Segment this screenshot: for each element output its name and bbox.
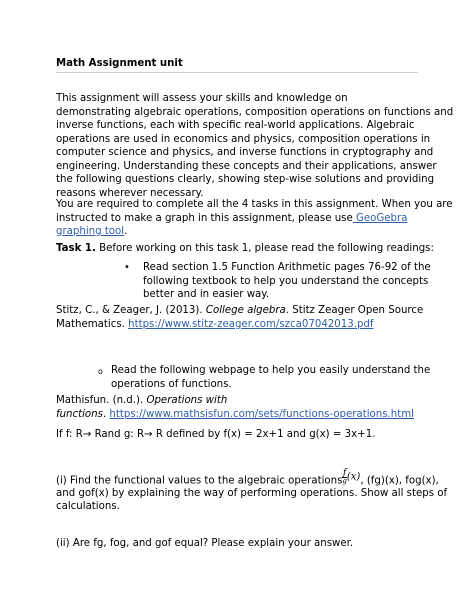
q1-text: (i) Find the functional values to the algebraic operations [56, 475, 343, 487]
tasks-line-3-period: . [124, 226, 128, 237]
tasks-line-2 [56, 212, 407, 226]
ref2-sep: . [102, 408, 110, 420]
geogebra-link[interactable]: GeoGebra [352, 212, 408, 224]
question-2: (ii) Are fg, fog, and gof equal? Please explain your answer. [56, 538, 354, 549]
formula-denominator: g [342, 477, 347, 485]
reading1-line-1: Read section 1.5 Function Arithmetic pages 76-92 of the [143, 262, 431, 273]
function-definition: If f: R→ Rand g: R→ R defined by f(x) = 2x+1 and g(x) = 3x+1. [56, 429, 376, 440]
mathsisfun-link[interactable]: https://www.mathsisfun.com/sets/functions-operations.html [109, 408, 414, 420]
ref1-authors: Stitz, C., & Zeager, J. (2013). [56, 305, 206, 316]
ref1-line-2 [56, 318, 374, 332]
ref2-line-2 [56, 408, 414, 422]
formula-arg: (x) [346, 471, 361, 483]
tasks-line-3 [56, 225, 127, 239]
f-over-g-formula [342, 469, 360, 485]
page-title: Math Assignment unit [56, 58, 183, 69]
intro-line-2: demonstrating algebraic operations, composition operations on functions and [56, 106, 454, 118]
intro-line-5: computer science and physics, and inverse functions in cryptography and [56, 147, 434, 158]
ref1-line-1 [56, 304, 423, 318]
ref2-line-1 [56, 394, 227, 408]
graphing-tool-link[interactable]: graphing tool [56, 226, 125, 237]
ref1-publisher-2: Mathematics. [56, 318, 129, 330]
task1-heading [56, 242, 434, 256]
reading2-line-2: operations of functions. [111, 378, 232, 390]
reading1-bullet: • [124, 262, 130, 273]
task1-text: Before working on this task 1, please read the following readings: [95, 243, 434, 254]
question-1-line-2: and gof(x) by explaining the way of performing operations. Show all steps of [56, 487, 448, 499]
task1-label: Task 1. [56, 243, 96, 254]
title-divider [56, 72, 418, 73]
stitz-zeager-link[interactable]: https://www.stitz-zeager.com/szca07042013.pdf [128, 318, 374, 330]
ref2-title-a: Operations with [146, 395, 228, 406]
intro-line-3: inverse functions, each with specific real-world applications. Algebraic [56, 120, 415, 131]
reading1-line-2: following textbook to help you understand the concepts [143, 275, 429, 287]
intro-line-4: operations are used in economics and physics, composition operations in [56, 133, 431, 145]
q1-text-post: , (fg)(x), fog(x), [360, 475, 439, 487]
reading2-bullet: o [98, 367, 103, 376]
tasks-line-1: You are required to complete all the 4 tasks in this assignment. When you are [56, 199, 453, 210]
intro-line-7: the following questions clearly, showing step-wise solutions and providing [56, 174, 435, 185]
intro-line-8: reasons wherever necessary. [56, 187, 204, 199]
formula-numerator: f [342, 468, 347, 478]
ref2-title-b: functions [56, 408, 103, 420]
ref2-author: Mathisfun. (n.d.). [56, 395, 147, 406]
reading2-line-1: Read the following webpage to help you easily understand the [111, 365, 431, 376]
intro-line-1: This assignment will assess your skills and knowledge on [56, 93, 348, 104]
ref1-title: College algebra [205, 305, 286, 316]
reading1-line-3: better and in easier way. [143, 289, 270, 300]
intro-line-6: engineering. Understanding these concepts and their applications, answer [56, 160, 437, 172]
ref1-publisher: . Stitz Zeager Open Source [285, 305, 424, 316]
tasks-line-2-text: instructed to make a graph in this assignment, please use [56, 212, 353, 224]
question-1-line-3: calculations. [56, 501, 120, 512]
